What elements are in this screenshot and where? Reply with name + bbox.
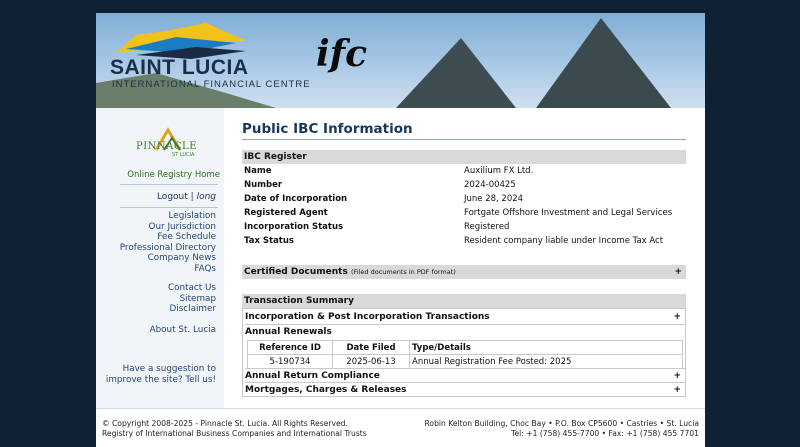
expand-icon: + bbox=[674, 267, 682, 277]
transaction-summary-header: Transaction Summary bbox=[242, 294, 686, 308]
registry-home-link[interactable]: Online Registry Home bbox=[127, 170, 220, 180]
ibc-register-header: IBC Register bbox=[242, 150, 686, 164]
annual-return-compliance-toggle[interactable] bbox=[245, 368, 685, 383]
table-header-row bbox=[248, 341, 683, 355]
column-header: Date Filed bbox=[333, 341, 410, 355]
nav-professional-directory[interactable]: Professional Directory bbox=[119, 242, 216, 253]
table-cell: Annual Registration Fee Posted: 2025 bbox=[410, 355, 683, 369]
transaction-summary-box bbox=[242, 308, 686, 397]
nav-sitemap[interactable]: Sitemap bbox=[179, 293, 216, 304]
nav-legislation[interactable]: Legislation bbox=[168, 211, 216, 221]
suggestion-link[interactable] bbox=[106, 364, 216, 386]
nav-our-jurisdiction[interactable]: Our Jurisdiction bbox=[148, 221, 216, 232]
divider bbox=[120, 184, 218, 185]
suggestion-line-2: improve the site? Tell us! bbox=[105, 375, 216, 385]
footer-left bbox=[102, 419, 367, 439]
field-value: 2024-00425 bbox=[464, 180, 516, 190]
page bbox=[96, 13, 705, 446]
footer-copyright: © Copyright 2008-2025 - Pinnacle St. Lucia. All Rights Reserved. bbox=[102, 419, 348, 428]
secondary-nav bbox=[168, 283, 216, 315]
expand-icon: + bbox=[673, 371, 681, 381]
field-value: Resident company liable under Income Tax Act bbox=[464, 236, 664, 246]
field-label: Registered Agent bbox=[244, 208, 328, 218]
footer-registry: Registry of International Business Companies and International Trusts bbox=[102, 429, 367, 438]
table-cell: 2025-06-13 bbox=[333, 355, 410, 369]
incorporation-transactions-label: Incorporation & Post Incorporation Transactions bbox=[245, 312, 490, 322]
field-label: Incorporation Status bbox=[244, 222, 344, 232]
incorporation-transactions-toggle[interactable] bbox=[245, 310, 685, 325]
table-cell: 5-190734 bbox=[248, 355, 333, 369]
footer-address: Robin Kelton Building, Choc Bay • P.O. Box CP5600 • Castries • St. Lucia bbox=[424, 419, 699, 428]
nav-contact-us[interactable]: Contact Us bbox=[167, 283, 216, 293]
field-label: Tax Status bbox=[244, 236, 294, 246]
footer bbox=[96, 408, 705, 447]
nav-disclaimer[interactable]: Disclaimer bbox=[169, 304, 216, 314]
brand-title: SAINT LUCIA bbox=[110, 56, 249, 79]
mortgages-charges-toggle[interactable] bbox=[245, 382, 685, 397]
brand-subtitle: INTERNATIONAL FINANCIAL CENTRE bbox=[112, 79, 311, 90]
expand-icon: + bbox=[673, 385, 681, 395]
title-rule bbox=[242, 139, 686, 140]
field-value: Auxilium FX Ltd. bbox=[464, 166, 534, 176]
page-title: Public IBC Information bbox=[242, 121, 413, 137]
annual-renewals-table bbox=[247, 340, 683, 369]
nav-about-st-lucia[interactable]: About St. Lucia bbox=[149, 325, 216, 335]
expand-icon: + bbox=[673, 312, 681, 322]
certified-documents-toggle[interactable] bbox=[242, 265, 686, 279]
sidebar bbox=[96, 108, 224, 408]
column-header: Reference ID bbox=[248, 341, 333, 355]
nav-company-news[interactable]: Company News bbox=[147, 253, 216, 263]
main-nav bbox=[120, 211, 216, 274]
footer-right bbox=[425, 419, 700, 439]
suggestion-line-1: Have a suggestion to bbox=[122, 364, 216, 374]
annual-return-compliance-label: Annual Return Compliance bbox=[245, 371, 380, 381]
annual-renewals-label: Annual Renewals bbox=[245, 327, 332, 337]
footer-contact: Tel: +1 (758) 455-7700 • Fax: +1 (758) 455 7701 bbox=[511, 429, 699, 438]
username: long bbox=[196, 192, 216, 202]
field-label: Number bbox=[244, 180, 283, 190]
header-banner bbox=[96, 13, 705, 108]
certified-documents-note: (Filed documents in PDF format) bbox=[350, 268, 456, 276]
pinnacle-logo-name: PINNACLE bbox=[136, 141, 197, 152]
field-label: Name bbox=[244, 166, 272, 176]
mortgages-charges-label: Mortgages, Charges & Releases bbox=[245, 385, 407, 395]
nav-fee-schedule[interactable]: Fee Schedule bbox=[157, 232, 216, 242]
nav-faqs[interactable]: FAQs bbox=[194, 263, 216, 274]
ifc-logo-text: ifc bbox=[316, 33, 368, 75]
field-value: Registered bbox=[464, 222, 510, 232]
field-value: June 28, 2024 bbox=[464, 194, 524, 204]
field-label: Date of Incorporation bbox=[244, 194, 348, 204]
logout-area: Logout | long bbox=[156, 192, 216, 202]
certified-documents-label: Certified Documents bbox=[244, 267, 348, 277]
pinnacle-logo-sub: ST LUCIA bbox=[172, 152, 195, 158]
column-header: Type/Details bbox=[410, 341, 683, 355]
divider bbox=[120, 207, 218, 208]
table-row bbox=[248, 355, 683, 369]
field-value: Fortgate Offshore Investment and Legal Services bbox=[464, 208, 673, 218]
logout-link[interactable]: Logout bbox=[156, 192, 188, 202]
